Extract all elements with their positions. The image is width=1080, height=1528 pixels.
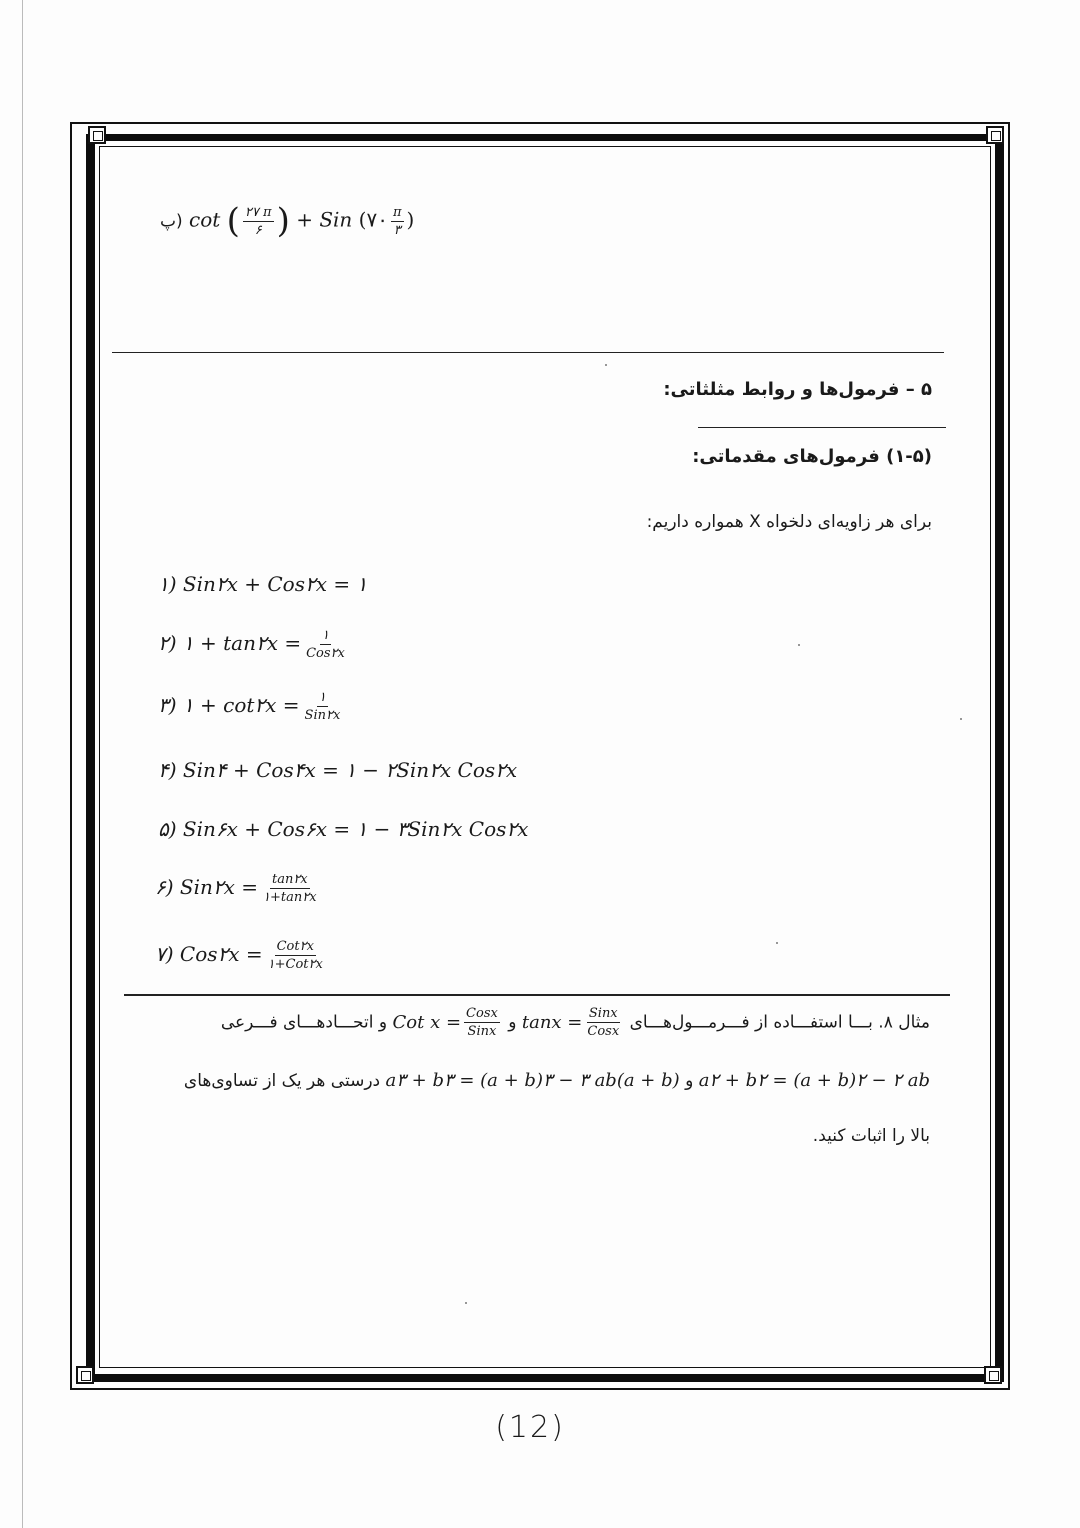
example-8-tan-left: tanx =: [521, 1011, 583, 1033]
item-p-paren-close: ): [276, 201, 290, 241]
formula-6-num: tan۲x: [271, 872, 308, 887]
formula-3-frac: [303, 690, 343, 723]
item-p-frac2-num: π: [392, 204, 402, 220]
example-8-cot-den: Sinx: [467, 1024, 497, 1039]
formula-5: ۵) Sin۶x + Cos۶x = ۱ − ۳Sin۲x Cos۲x: [158, 817, 529, 841]
formula-7: [155, 939, 328, 972]
example-8-conj-1: و: [508, 1012, 517, 1033]
item-p-plus: +: [296, 207, 313, 232]
scan-speck: [798, 644, 800, 646]
formula-7-den: ۱+Cot۲x: [267, 957, 323, 972]
example-8-line-2: [150, 1070, 930, 1091]
formula-3-den: Sin۲x: [304, 708, 341, 723]
item-p-fn1: cot: [189, 207, 221, 232]
formula-7-frac: [266, 939, 325, 972]
subsection-rule: [698, 427, 946, 428]
formula-6-frac: [261, 872, 319, 905]
example-8-lead: مثال ۸. بـــا استفـــاده از فـــرمـــول‌هـــای: [629, 1012, 930, 1033]
scan-speck: [776, 942, 778, 944]
item-p-label: پ): [160, 211, 183, 232]
scan-speck: [465, 1302, 467, 1304]
formula-2: [158, 628, 350, 661]
section-divider: [112, 352, 944, 353]
item-p-frac1-num: ۲۷ π: [244, 204, 272, 220]
formula-3-num: ۱: [318, 690, 326, 705]
item-p-expression: پ) cot ( $\frac{۲۷ \pi}{۶}$ ) + Sin (۷۰ $\frac{\pi}{۳}$ ): [160, 201, 415, 241]
item-p-frac1-den: ۶: [254, 222, 262, 238]
item-p-paren-open: (: [226, 201, 240, 241]
scan-speck: [960, 718, 962, 720]
formula-2-den: Cos۲x: [306, 646, 345, 661]
formula-2-num: ۱: [322, 628, 329, 643]
example-divider: [124, 994, 950, 996]
example-8-conj-2: و: [685, 1071, 694, 1091]
formula-7-num: Cot۲x: [276, 939, 314, 954]
frame-corner-top-right: [986, 126, 1004, 144]
formula-3-left: ۳) ۱ + cot۲x =: [158, 693, 300, 717]
frame-corner-top-left: [88, 126, 106, 144]
frame-corner-bottom-left: [76, 1366, 94, 1384]
section-5-title: ۵ – فرمول‌ها و روابط مثلثاتی:: [663, 379, 932, 400]
subsection-5-1-title: (۱-۵) فرمول‌های مقدماتی:: [692, 446, 932, 467]
example-8-identity-1: a۲ + b۲ = (a + b)۲ − ۲ ab: [698, 1070, 930, 1091]
example-8-tan-num: Sinx: [588, 1006, 618, 1021]
scan-speck: [605, 364, 607, 366]
formula-2-frac: [304, 628, 347, 661]
formula-3: [158, 690, 345, 723]
formula-4: ۴) Sin۴ + Cos۴x = ۱ − ۲Sin۲x Cos۲x: [158, 758, 518, 782]
formula-6-left: ۶) Sin۲x =: [155, 875, 259, 899]
formula-7-left: ۷) Cos۲x =: [155, 942, 263, 966]
formula-6: [155, 872, 322, 905]
example-8-tail-2: درستی هر یک از تساوی‌های: [183, 1071, 381, 1091]
formula-2-left: ۲) ۱ + tan۲x =: [158, 631, 302, 655]
formula-6-den: ۱+tan۲x: [263, 890, 317, 905]
example-8-tan-formula: [521, 1006, 624, 1039]
example-8-cot-formula: [392, 1006, 503, 1039]
margin-line: [22, 0, 23, 1528]
example-8-line-3: بالا را اثبات کنید.: [812, 1126, 930, 1146]
example-8-cot-left: Cot x =: [392, 1011, 462, 1033]
item-p-frac1: [243, 205, 274, 238]
item-p-frac2: [391, 205, 404, 238]
formula-1: ۱) Sin۲x + Cos۲x = ۱: [158, 572, 368, 596]
frame-corner-bottom-right: [984, 1366, 1002, 1384]
example-8-tail-1: و اتحـــادهـــای فـــرعی: [220, 1012, 388, 1033]
item-p-fn2: Sin: [319, 207, 353, 232]
item-p-frac2-den: ۳: [393, 222, 401, 238]
page-frame-inner: [99, 146, 991, 1368]
page-number: (12): [495, 1410, 565, 1445]
example-8-identity-2: a۳ + b۳ = (a + b)۳ − ۳ ab(a + b): [385, 1070, 680, 1091]
item-p-arg2: (۷۰: [358, 207, 388, 232]
example-8-cot-num: Cosx: [466, 1006, 498, 1021]
section-intro: برای هر زاویه‌ای دلخواه X همواره داریم:: [646, 512, 932, 532]
example-8-tan-den: Cosx: [587, 1024, 620, 1039]
example-8-line-1: [150, 1006, 930, 1039]
